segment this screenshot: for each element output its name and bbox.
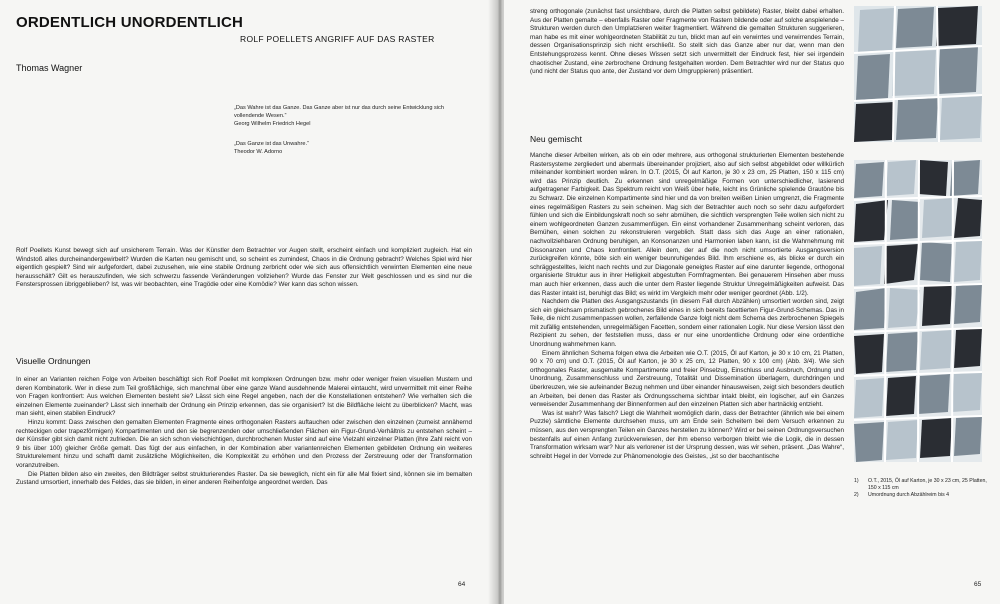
body-text-right: [530, 152, 844, 461]
paragraph: streng orthogonale (zunächst fast unsichtbare, durch die Platten selbst gebildete) Raster, bleibt dabei erhalten. Aus der Platten gemalte – ebenfalls Raster oder Fragmente von Rastern bildende oder auf solche anspielende – Strukturen werden durch den Umplatzieren weiter fragmentiert. Während die gemalten Strukturen suggerieren, man habe es mit einer wohlgeordneten Stabilität zu tun, blickt man auf ein verwirrtes und verwirrendes Terrain, dessen Organisationsprinzip sich nicht erschließt. So stellt sich das Ganze aber nur dar, wenn man den Entstehungsprozess kennt. Ohne dieses Wissen setzt sich unvermittelt der Eindruck fest, hier sei irgendein chaotischer Zustand, eine zerbrochene Ordnung festgehalten worden. Dem Betrachter wird nur der Status quo (und nicht der Status quo ante, der Zustand vor dem Umgruppieren) präsentiert.: [530, 8, 844, 76]
epigraph-text: „Das Wahre ist das Ganze. Das Ganze aber ist nur das durch seine Entwicklung sich vollendende Wesen.“: [234, 105, 444, 119]
section-heading-visuelle-ordnungen: Visuelle Ordnungen: [16, 356, 91, 366]
artwork-image-2: [854, 160, 982, 462]
paragraph: Die Platten bilden also ein zweites, den Bildträger selbst strukturierendes Raster. Da sie beweglich, nicht ein für alle Mal fixiert sind, können sie im bemalten Zustand umsortiert, innerhalb des Feldes, das sie bilden, in einer anderen Reihenfolge angeordnet werden. Das: [16, 470, 472, 487]
body-text-left: [16, 376, 472, 488]
section-heading-neu-gemischt: Neu gemischt: [530, 134, 582, 144]
paragraph: Nachdem die Platten des Ausgangszustands (in diesem Fall durch Abzählen) umsortiert worden sind, zeigt sich ein gleichsam prismatisch gebrochenes Bild eines in sich bereits facettierten Figur-Grund-Schemas. Das in Teile, die nicht zusammenpassen wollen, zerfallende Ganze folgt nicht dem Schema des zerbrochenen Spiegels mit zufällig entstehenden, unregelmäßigen Facetten, sondern einer rationalen Logik. Nur diese Version lässt den Rezipient zu sehen, der feststellen muss, dass er nur eine unordentliche Ordnung oder eine ordentliche Unordnung wahrnehmen kann.: [530, 298, 844, 349]
artwork-image-1: [854, 6, 982, 142]
body-text-right-top: [530, 8, 844, 77]
intro-text: Rolf Poellets Kunst bewegt sich auf unsicherem Terrain. Was der Künstler dem Betrachter vor Augen stellt, erscheint einfach und kompliziert zugleich. Hat ein Windstoß alles durcheinandergewirbelt? Wurden die Karten neu gemischt und, so scheint es zumindest, Chaos in die Ordnung gebracht? Welches Spiel wird hier eigentlich gespielt? Sind wir aufgefordert, dabei zuzusehen, wie eine stabile Ordnung zerbricht oder wie sich aus offensichtlich verwirrten Elementen eine neue herausschält? Gilt es herauszufinden, wie sich schwerzu fassende Veränderungen vollziehen? Wurde das Fenster zur Welt geschlossen und es sind nur die Fenstersprossen übriggeblieben? Ist, was wir beobachten, eine Tragödie oder eine Komödie? Wer kann das schon wissen.: [16, 247, 472, 289]
epigraph-attribution: Theodor W. Adorno: [234, 149, 283, 155]
caption-number: 1): [854, 478, 859, 484]
artwork-2-svg: [854, 160, 982, 462]
article-title: ORDENTLICH UNORDENTLICH: [16, 14, 244, 31]
epigraph-attribution: Georg Wilhelm Friedrich Hegel: [234, 121, 311, 127]
caption-row: [854, 492, 992, 499]
left-page: [0, 0, 496, 604]
epigraph-adorno: [234, 140, 454, 156]
paragraph: Manche dieser Arbeiten wirken, als ob ein oder mehrere, aus orthogonal strukturierten Elementen bestehende Rastersysteme zergliedert und abermals übereinander projiziert, also auf sich selbst abgebildet oder willkürlich miteinander kombiniert worden wären. In O.T. (2015, Öl auf Karton, je 30 x 23 cm, 25 Platten, 150 x 115 cm) wird das Prinzip deutlich. Zu erkennen sind unregelmäßige Formen von unterschiedlicher, lasierend aufgetragener Farbigkeit. Das Spektrum reicht von Weiß über helle, leicht ins Grünliche spielende Grautöne bis zu Schwarz. Die einzelnen Kompartimente sind hier und da von breiten weißen Linien umgrenzt, die Fragmente eines regelmäßigen Rasters zu sein scheinen. Mag sich der Betrachter auch noch so sehr dazu aufgefordert fühlen und sich die Einbildungskraft noch so sehr abmühen, die sichtlich versprengten Teile wollen sich nicht zu einem wohlgeordneten Ganzen zusammenfügen. Ein einst vorhandener Zusammenhang scheint verloren, das Bemühen, einen solchen zu rekonstruieren vergeblich. Statt dass sich das Auge an einer rationalen, nachvollziehbaren Ordnung beruhigen, an Konsonanzen und Harmonien laben kann, ist die Wahrnehmung mit Dissonanzen und Chaos konfrontiert. Allein dem, der auf die noch nicht umsortierte Ausgangsversion zurückgreifen könnte, böte sich ein weniger beunruhigendes Bild. Ihm erschiene es, als blicke er durch ein schräggestelltes, leicht nach rechts und zur Diagonale geneigtes Raster auf eine darunter liegende, orthogonal organisierte Struktur aus in ihrer Helligkeit abgestuften Formfragmenten. Bei genauerem Hinsehen aber muss man auch hier erkennen, dass auch die unter dem Raster liegende Struktur Unregelmäßigkeiten aufweist. Das das Raster intakt ist, beruhigt das Bild; es wirkt im Vergleich mehr oder weniger geordnet (Abb. 1/2).: [530, 152, 844, 297]
caption-text: O.T., 2015, Öl auf Karton, je 30 x 23 cm, 25 Platten, 150 x 115 cm: [868, 478, 987, 492]
image-captions: [854, 478, 992, 500]
epigraph-hegel: [234, 104, 454, 128]
paragraph: In einer an Varianten reichen Folge von Arbeiten beschäftigt sich Rolf Poellet mit komplexen Ordnungen bzw. mehr oder weniger freien visuellen Mustern und deren Kombinatorik. Wer in diese zum Teil großflächige, sich manchmal über eine ganze Wand ausdehnende Malerei eintaucht, wird unvermittelt mit einer Reihe von Fragen konfrontiert: Aus welchen Elementen besteht sie? Lässt sich eine Regel angeben, nach der die Konstellationen entstehen? Wie verhalten sich die einzelnen Elemente zueinander? Lässt sich innerhalb der Ordnung ein Prinzip erkennen, das sie organisiert? Ist die Bildfläche leicht zu überblicken? Macht, was man sieht, einen stabilen Eindruck?: [16, 376, 472, 418]
paragraph: Was ist wahr? Was falsch? Liegt die Wahrheit womöglich darin, dass der Betrachter (ähnlich wie bei einem Puzzle) sämtliche Elemente durchsehen muss, um am Ende sein Scheitern bei dem Versuch erkennen zu müssen, aus den versprengten Teilen ein Ganzes herstellen zu können? Wird er bei seinen Ordnungsversuchen bestenfalls auf einen Anfang zurückverwiesen, der ihm ebenso verborgen bleibt wie die Logik, die in dessen Transformation wirksam war? Nur als verlorener ist der Ursprung dessen, was wir sehen, präsent. „Das Wahre“, schreibt Hegel in der Vorrede zur Phänomenologie des Geistes, „ist so der bacchantische: [530, 409, 844, 460]
paragraph: Einem ähnlichen Schema folgen etwa die Arbeiten wie O.T. (2015, Öl auf Karton, je 30 x 10 cm, 21 Platten, 90 x 70 cm) und O.T. (2015, Öl auf Karton, je 30 x 25 cm, 12 Platten, 90 x 100 cm) (Abb. 3/4). Wie sich orthogonales Raster, ausgemalte Kompartimente und freier Pinselzug, Einschluss und Ausbruch, Ordnung und Unordnung, Zusammenschluss und Zerstreuung, Totalität und Dissemination überlagern, durchdringen und überkreuzen, wie sie aufeinander Bezug nehmen und über einander hinausweisen, zeigt sich besonders deutlich an Arbeiten, bei denen das Raster als Ordnungsschema sichtbar intakt bleibt, ein logischer, auf ein Ganzes verweisender Zusammenhang der Binnenformen auf den einzelnen Platten sich aber hartnäckig entzieht.: [530, 349, 844, 409]
paragraph: Hinzu kommt: Dass zwischen den gemalten Elementen Fragmente eines orthogonalen Rasters auftauchen oder zwischen den einzelnen (zumeist annähernd rechteckigen oder trapezförmigen) Kompartimenten und den sie begrenzenden oder umschließenden Flächen ein Figur-Grund-Verhältnis zu entstehen scheint – der Künstler gibt sich damit nicht zufrieden. Die an sich schon vielschichtigen, durchbrochenen Muster sind auf eine Vielzahl einzelner Platten (ihre Zahl reicht von 9 bis über 100) gleicher Größe gemalt. Das fügt der aus einfachen, in der Kombination aber variantenreichen Elementen gebildeten Ordnung ein weiteres Strukturelement hinzu und schafft damit zusätzliche Möglichkeiten, die Komplexität zu erhöhen und den Prozess der Zerstreuung oder der Transformation voranzutreiben.: [16, 418, 472, 469]
page-number-right: 65: [974, 581, 982, 588]
epigraph-text: „Das Ganze ist das Unwahre.“: [234, 141, 309, 147]
article-subtitle: ROLF POELLETS ANGRIFF AUF DAS RASTER: [240, 34, 435, 44]
caption-text: Umordnung durch Abzählreim bis 4: [868, 492, 950, 499]
caption-row: [854, 478, 992, 492]
page-number-left: 64: [458, 581, 466, 588]
artwork-1-svg: [854, 6, 982, 142]
author-name: Thomas Wagner: [16, 63, 83, 73]
intro-paragraph: [16, 247, 472, 290]
caption-number: 2): [854, 492, 859, 499]
